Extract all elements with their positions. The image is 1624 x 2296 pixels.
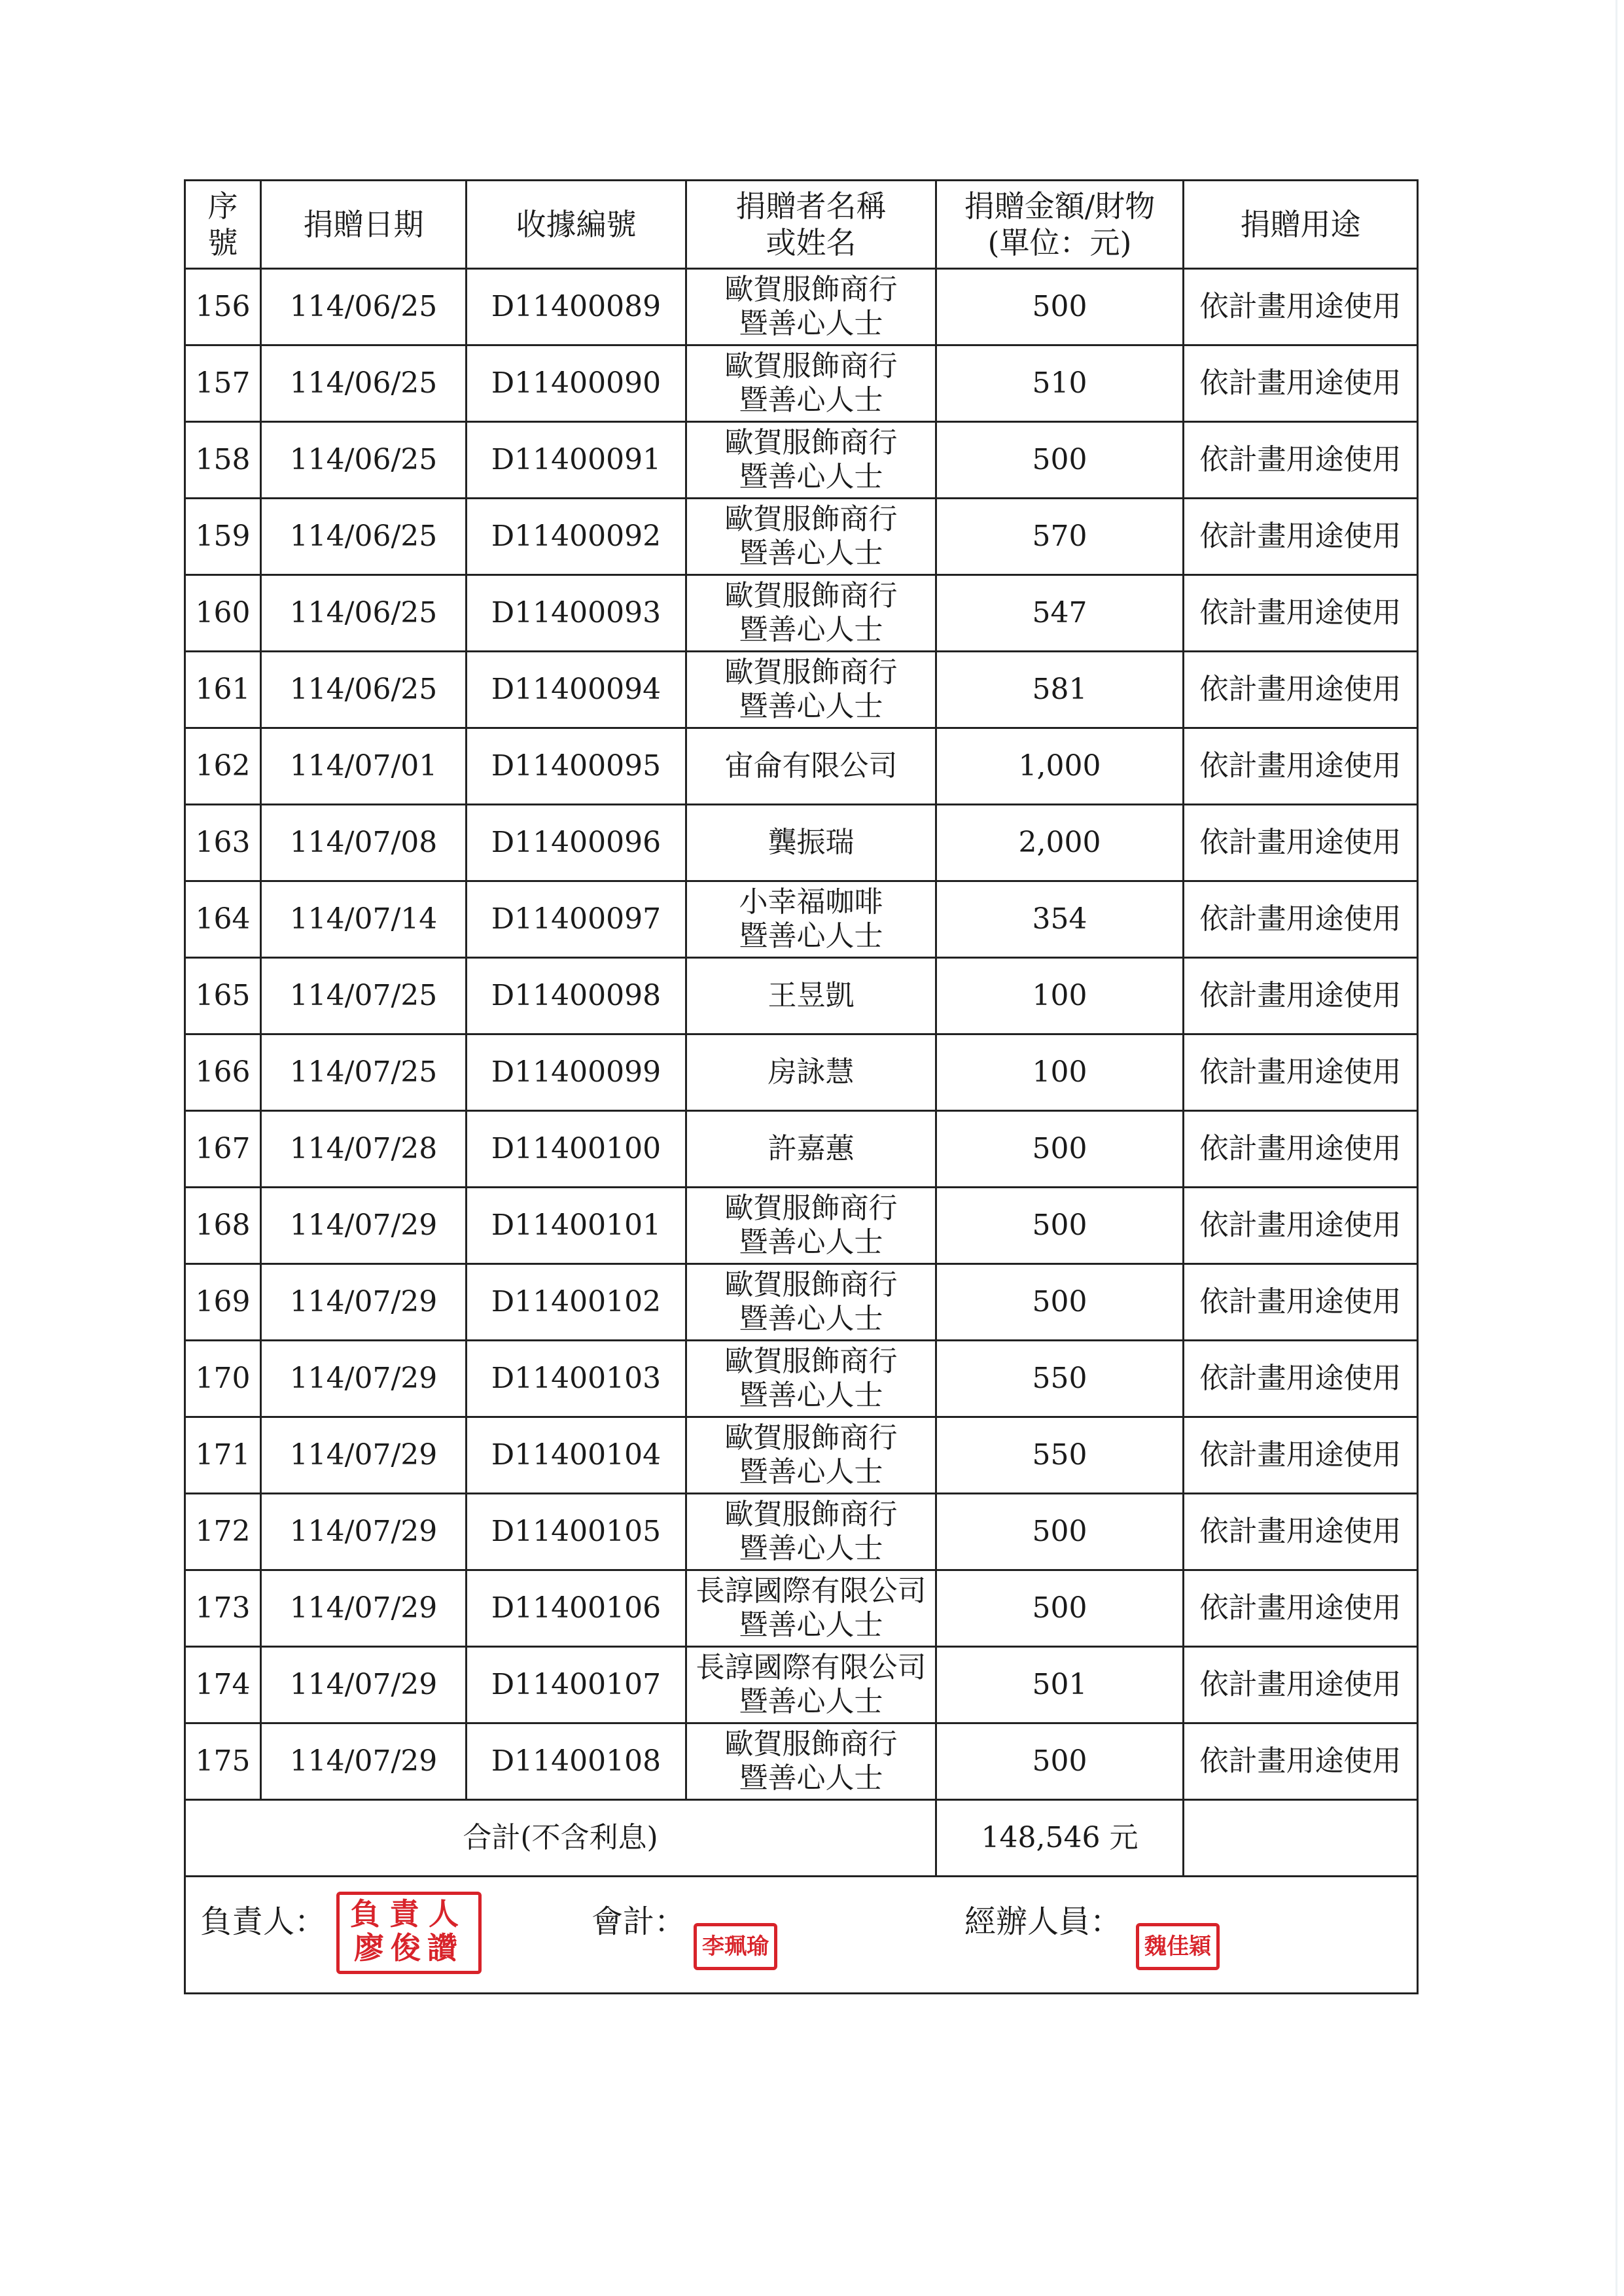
cell-receipt: D11400102 xyxy=(467,1264,686,1341)
cell-date: 114/07/29 xyxy=(261,1723,467,1800)
cell-amount: 500 xyxy=(936,1723,1184,1800)
cell-seq: 164 xyxy=(185,881,261,958)
cell-seq: 170 xyxy=(185,1341,261,1417)
cell-amount: 100 xyxy=(936,1034,1184,1111)
table-row xyxy=(185,1570,1418,1647)
cell-purpose: 依計畫用途使用 xyxy=(1184,1647,1418,1723)
cell-donor: 歐賀服飾商行 暨善心人士 xyxy=(686,499,936,575)
table-row xyxy=(185,422,1418,499)
cell-amount: 570 xyxy=(936,499,1184,575)
cell-date: 114/07/28 xyxy=(261,1111,467,1188)
cell-date: 114/07/29 xyxy=(261,1647,467,1723)
cell-amount: 500 xyxy=(936,269,1184,345)
cell-receipt: D11400101 xyxy=(467,1188,686,1264)
cell-receipt: D11400091 xyxy=(467,422,686,499)
cell-donor: 房詠慧 xyxy=(686,1034,936,1111)
total-empty-cell xyxy=(1184,1800,1418,1877)
cell-donor: 歐賀服飾商行 暨善心人士 xyxy=(686,1341,936,1417)
table-header-row xyxy=(185,181,1418,269)
signature-cell xyxy=(185,1877,1418,1994)
cell-date: 114/07/29 xyxy=(261,1188,467,1264)
cell-receipt: D11400107 xyxy=(467,1647,686,1723)
cell-donor: 歐賀服飾商行 暨善心人士 xyxy=(686,422,936,499)
cell-date: 114/07/29 xyxy=(261,1570,467,1647)
cell-date: 114/07/01 xyxy=(261,728,467,805)
cell-receipt: D11400092 xyxy=(467,499,686,575)
cell-purpose: 依計畫用途使用 xyxy=(1184,1570,1418,1647)
header-purpose: 捐贈用途 xyxy=(1184,181,1418,269)
cell-receipt: D11400094 xyxy=(467,652,686,728)
header-seq: 序 號 xyxy=(185,181,261,269)
cell-date: 114/07/25 xyxy=(261,958,467,1034)
cell-donor: 歐賀服飾商行 暨善心人士 xyxy=(686,1494,936,1570)
table-row xyxy=(185,1188,1418,1264)
cell-donor: 長諄國際有限公司 暨善心人士 xyxy=(686,1647,936,1723)
cell-receipt: D11400098 xyxy=(467,958,686,1034)
table-row xyxy=(185,345,1418,422)
cell-date: 114/07/29 xyxy=(261,1494,467,1570)
cell-amount: 510 xyxy=(936,345,1184,422)
cell-purpose: 依計畫用途使用 xyxy=(1184,1494,1418,1570)
responsible-label: 負責人： xyxy=(200,1903,327,1940)
cell-purpose: 依計畫用途使用 xyxy=(1184,1723,1418,1800)
cell-donor: 歐賀服飾商行 暨善心人士 xyxy=(686,345,936,422)
handler-seal: 魏佳穎 xyxy=(1136,1923,1220,1970)
cell-amount: 547 xyxy=(936,575,1184,652)
cell-seq: 162 xyxy=(185,728,261,805)
cell-donor: 王昱凱 xyxy=(686,958,936,1034)
handler-label: 經辦人員： xyxy=(964,1903,1122,1940)
cell-receipt: D11400106 xyxy=(467,1570,686,1647)
responsible-seal xyxy=(336,1892,482,1974)
cell-date: 114/07/14 xyxy=(261,881,467,958)
cell-receipt: D11400090 xyxy=(467,345,686,422)
cell-date: 114/07/29 xyxy=(261,1264,467,1341)
cell-donor: 歐賀服飾商行 暨善心人士 xyxy=(686,1264,936,1341)
cell-receipt: D11400103 xyxy=(467,1341,686,1417)
cell-amount: 550 xyxy=(936,1417,1184,1494)
cell-amount: 500 xyxy=(936,1494,1184,1570)
table-row xyxy=(185,1264,1418,1341)
donation-table xyxy=(184,179,1419,1994)
table-row xyxy=(185,1647,1418,1723)
responsible-seal-top: 負責人 xyxy=(350,1896,468,1932)
cell-donor: 龔振瑞 xyxy=(686,805,936,881)
cell-purpose: 依計畫用途使用 xyxy=(1184,575,1418,652)
table-row xyxy=(185,728,1418,805)
cell-donor: 歐賀服飾商行 暨善心人士 xyxy=(686,269,936,345)
cell-purpose: 依計畫用途使用 xyxy=(1184,728,1418,805)
cell-seq: 173 xyxy=(185,1570,261,1647)
cell-donor: 歐賀服飾商行 暨善心人士 xyxy=(686,575,936,652)
cell-amount: 500 xyxy=(936,1570,1184,1647)
cell-amount: 500 xyxy=(936,422,1184,499)
cell-amount: 2,000 xyxy=(936,805,1184,881)
cell-seq: 175 xyxy=(185,1723,261,1800)
cell-amount: 100 xyxy=(936,958,1184,1034)
cell-purpose: 依計畫用途使用 xyxy=(1184,422,1418,499)
accountant-label: 會計： xyxy=(591,1903,686,1940)
cell-purpose: 依計畫用途使用 xyxy=(1184,1111,1418,1188)
cell-date: 114/06/25 xyxy=(261,575,467,652)
header-donor: 捐贈者名稱 或姓名 xyxy=(686,181,936,269)
cell-receipt: D11400095 xyxy=(467,728,686,805)
scan-edge-line xyxy=(1615,0,1617,2296)
cell-purpose: 依計畫用途使用 xyxy=(1184,269,1418,345)
cell-date: 114/07/08 xyxy=(261,805,467,881)
cell-seq: 159 xyxy=(185,499,261,575)
table-row xyxy=(185,1723,1418,1800)
table-row xyxy=(185,575,1418,652)
cell-donor: 歐賀服飾商行 暨善心人士 xyxy=(686,652,936,728)
cell-seq: 174 xyxy=(185,1647,261,1723)
cell-purpose: 依計畫用途使用 xyxy=(1184,881,1418,958)
table-row xyxy=(185,805,1418,881)
table-row xyxy=(185,269,1418,345)
cell-receipt: D11400104 xyxy=(467,1417,686,1494)
cell-date: 114/06/25 xyxy=(261,422,467,499)
signature-row xyxy=(185,1877,1418,1994)
cell-date: 114/07/29 xyxy=(261,1417,467,1494)
cell-seq: 166 xyxy=(185,1034,261,1111)
cell-amount: 354 xyxy=(936,881,1184,958)
cell-donor: 歐賀服飾商行 暨善心人士 xyxy=(686,1188,936,1264)
cell-receipt: D11400097 xyxy=(467,881,686,958)
table-row xyxy=(185,1111,1418,1188)
cell-amount: 500 xyxy=(936,1188,1184,1264)
cell-receipt: D11400089 xyxy=(467,269,686,345)
cell-receipt: D11400099 xyxy=(467,1034,686,1111)
cell-date: 114/07/25 xyxy=(261,1034,467,1111)
cell-purpose: 依計畫用途使用 xyxy=(1184,1034,1418,1111)
table-row xyxy=(185,881,1418,958)
cell-donor: 歐賀服飾商行 暨善心人士 xyxy=(686,1723,936,1800)
cell-seq: 161 xyxy=(185,652,261,728)
table-row xyxy=(185,499,1418,575)
cell-amount: 500 xyxy=(936,1111,1184,1188)
table-row xyxy=(185,1417,1418,1494)
cell-amount: 550 xyxy=(936,1341,1184,1417)
table-row xyxy=(185,1494,1418,1570)
cell-seq: 158 xyxy=(185,422,261,499)
cell-seq: 165 xyxy=(185,958,261,1034)
cell-amount: 1,000 xyxy=(936,728,1184,805)
cell-donor: 歐賀服飾商行 暨善心人士 xyxy=(686,1417,936,1494)
cell-seq: 157 xyxy=(185,345,261,422)
cell-seq: 167 xyxy=(185,1111,261,1188)
cell-donor: 小幸福咖啡 暨善心人士 xyxy=(686,881,936,958)
table-row xyxy=(185,1034,1418,1111)
total-row xyxy=(185,1800,1418,1877)
cell-date: 114/06/25 xyxy=(261,652,467,728)
cell-date: 114/06/25 xyxy=(261,269,467,345)
cell-purpose: 依計畫用途使用 xyxy=(1184,345,1418,422)
cell-receipt: D11400093 xyxy=(467,575,686,652)
cell-purpose: 依計畫用途使用 xyxy=(1184,652,1418,728)
cell-date: 114/06/25 xyxy=(261,499,467,575)
cell-seq: 156 xyxy=(185,269,261,345)
table-row xyxy=(185,652,1418,728)
header-amount: 捐贈金額/財物 (單位：元) xyxy=(936,181,1184,269)
table-row xyxy=(185,958,1418,1034)
cell-purpose: 依計畫用途使用 xyxy=(1184,958,1418,1034)
cell-amount: 500 xyxy=(936,1264,1184,1341)
cell-purpose: 依計畫用途使用 xyxy=(1184,1417,1418,1494)
cell-seq: 171 xyxy=(185,1417,261,1494)
cell-seq: 163 xyxy=(185,805,261,881)
cell-purpose: 依計畫用途使用 xyxy=(1184,1264,1418,1341)
cell-purpose: 依計畫用途使用 xyxy=(1184,499,1418,575)
cell-receipt: D11400100 xyxy=(467,1111,686,1188)
accountant-seal: 李珮瑜 xyxy=(694,1923,777,1970)
cell-seq: 169 xyxy=(185,1264,261,1341)
cell-purpose: 依計畫用途使用 xyxy=(1184,1188,1418,1264)
cell-receipt: D11400108 xyxy=(467,1723,686,1800)
cell-receipt: D11400096 xyxy=(467,805,686,881)
header-receipt: 收據編號 xyxy=(467,181,686,269)
total-label: 合計(不含利息) xyxy=(185,1800,936,1877)
cell-date: 114/06/25 xyxy=(261,345,467,422)
cell-donor: 宙侖有限公司 xyxy=(686,728,936,805)
cell-amount: 501 xyxy=(936,1647,1184,1723)
cell-amount: 581 xyxy=(936,652,1184,728)
cell-receipt: D11400105 xyxy=(467,1494,686,1570)
table-body xyxy=(185,269,1418,1800)
cell-seq: 172 xyxy=(185,1494,261,1570)
cell-seq: 160 xyxy=(185,575,261,652)
total-value: 148,546 元 xyxy=(936,1800,1184,1877)
cell-donor: 長諄國際有限公司 暨善心人士 xyxy=(686,1570,936,1647)
responsible-seal-bottom: 廖俊讚 xyxy=(354,1930,464,1966)
cell-purpose: 依計畫用途使用 xyxy=(1184,1341,1418,1417)
cell-purpose: 依計畫用途使用 xyxy=(1184,805,1418,881)
cell-seq: 168 xyxy=(185,1188,261,1264)
cell-donor: 許嘉蕙 xyxy=(686,1111,936,1188)
cell-date: 114/07/29 xyxy=(261,1341,467,1417)
table-row xyxy=(185,1341,1418,1417)
header-date: 捐贈日期 xyxy=(261,181,467,269)
